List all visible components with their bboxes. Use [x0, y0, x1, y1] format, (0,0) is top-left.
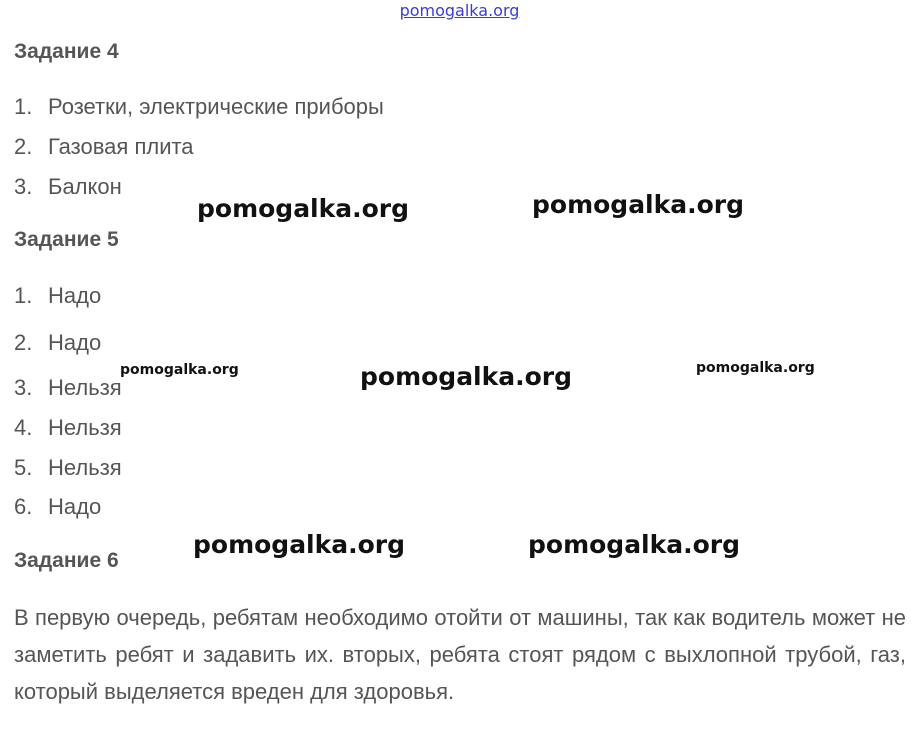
list-item-text: Нельзя — [48, 455, 122, 480]
list-item-text: Балкон — [48, 174, 122, 199]
site-link[interactable]: pomogalka.org — [399, 1, 520, 20]
list-item — [14, 94, 384, 120]
list-item-number: 3. — [14, 375, 33, 400]
list-item-number: 2. — [14, 330, 33, 355]
watermark: pomogalka.org — [696, 360, 815, 376]
task-5-heading: Задание 5 — [14, 228, 119, 251]
list-item — [14, 330, 101, 356]
list-item-number: 4. — [14, 415, 33, 440]
watermark: pomogalka.org — [528, 530, 741, 559]
list-item — [14, 494, 101, 520]
watermark: pomogalka.org — [532, 190, 745, 219]
list-item — [14, 375, 122, 401]
task-4-heading: Задание 4 — [14, 40, 119, 63]
list-item-text: Нельзя — [48, 415, 122, 440]
list-item-number: 3. — [14, 174, 33, 199]
watermark: pomogalka.org — [197, 194, 410, 223]
watermark: pomogalka.org — [193, 530, 406, 559]
list-item-text: Розетки, электрические приборы — [48, 94, 384, 119]
list-item — [14, 455, 122, 481]
list-item-number: 6. — [14, 494, 33, 519]
watermark: pomogalka.org — [360, 362, 573, 391]
list-item-text: Надо — [48, 283, 102, 308]
task-6-paragraph: В первую очередь, ребятам необходимо отойти от машины, так как водитель может не заметить ребят и задавить их. вторых, ребята стоят рядом с выхлопной трубой, газ, который выделяется вреден для здоровья. — [14, 605, 906, 704]
list-item-text: Надо — [48, 330, 102, 355]
list-item-number: 2. — [14, 134, 33, 159]
list-item — [14, 283, 101, 309]
list-item — [14, 134, 194, 160]
list-item-text: Нельзя — [48, 375, 122, 400]
list-item-text: Надо — [48, 494, 102, 519]
list-item-text: Газовая плита — [48, 134, 194, 159]
list-item — [14, 174, 122, 200]
list-item-number: 1. — [14, 283, 33, 308]
list-item-number: 5. — [14, 455, 33, 480]
list-item-number: 1. — [14, 94, 33, 119]
watermark: pomogalka.org — [120, 362, 239, 378]
task-6-heading: Задание 6 — [14, 549, 119, 572]
list-item — [14, 415, 122, 441]
